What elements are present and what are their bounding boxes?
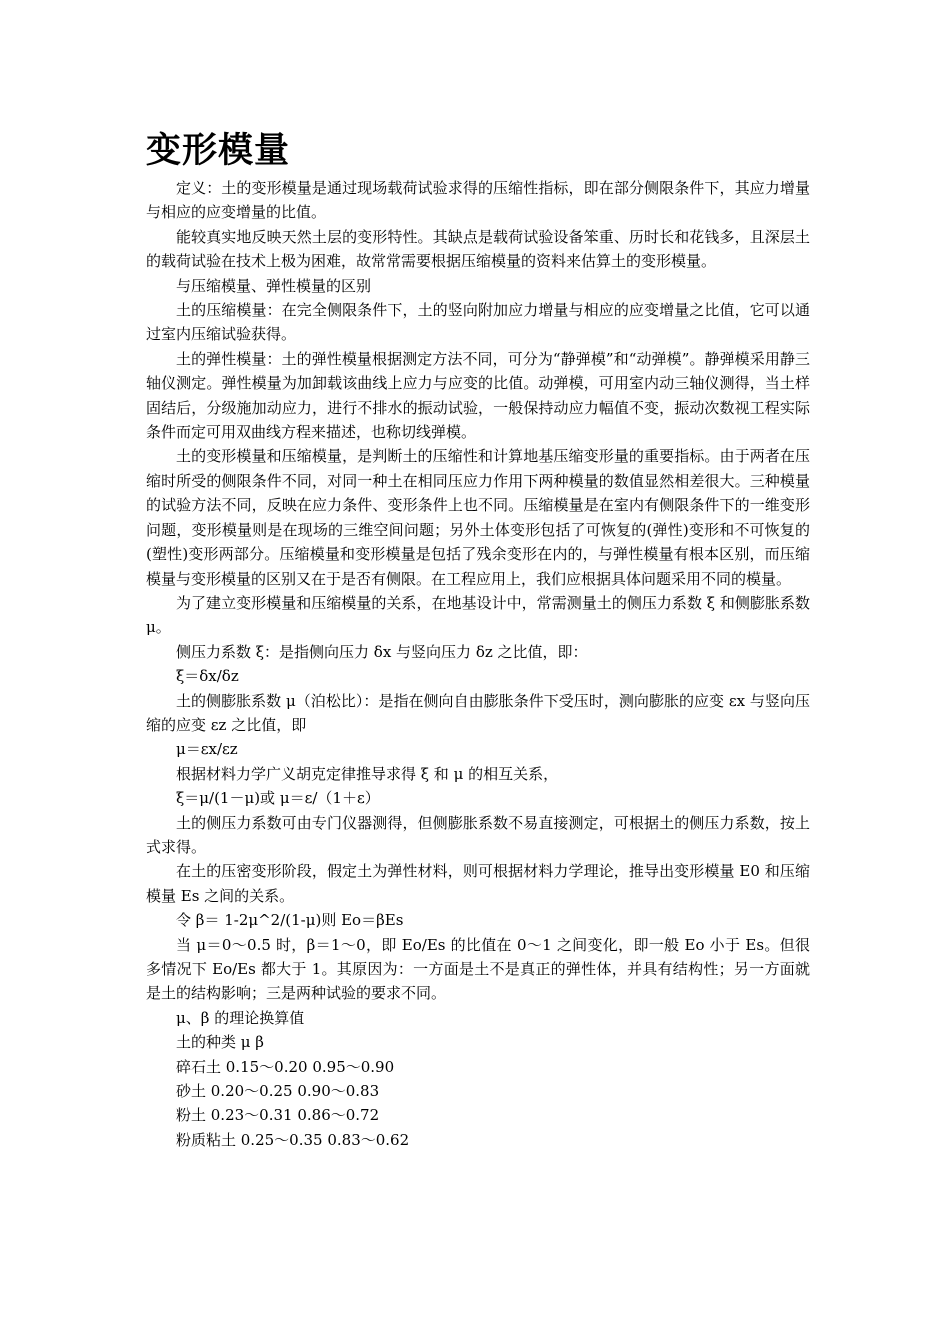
document-title: 变形模量 [146,131,291,171]
formula-xi-mu-relation: ξ＝μ/(1－μ)或 μ＝ε/（1＋ε） [176,789,380,808]
paragraph-comparison: 土的变形模量和压缩模量，是判断土的压缩性和计算地基压缩变形量的重要指标。由于两者在压缩时所受的侧限条件不同，对同一种土在相同压应力作用下两种模量的数值显然相差很大。三种模量的试验方法不同，反映在应力条件、变形条件上也不同。压缩模量是在室内有侧限条件下的一维变形问题，变形模量则是在现场的三维空间问题；另外土体变形包括了可恢复的(弹性)变形和不可恢复的(塑性)变形两部分。压缩模量和变形模量是包括了残余变形在内的，与弹性模量有根本区别，而压缩模量与变形模量的区别又在于是否有侧限。在工程应用上，我们应根据具体问题采用不同的模量。 [146,447,810,588]
paragraph-hooke-law: 根据材料力学广义胡克定律推导求得 ξ 和 μ 的相互关系， [176,764,559,783]
table-row-gravel: 碎石土 0.15～0.20 0.95～0.90 [176,1057,395,1076]
table-row-silt: 粉土 0.23～0.31 0.86～0.72 [176,1106,380,1125]
table-header-row: 土的种类 μ β [176,1033,264,1052]
paragraph-characteristics: 能较真实地反映天然土层的变形特性。其缺点是载荷试验设备笨重、历时长和花钱多，且深层土的载荷试验在技术上极为困难，故常常需要根据压缩模量的资料来估算土的变形模量。 [146,227,810,271]
paragraph-difference-heading: 与压缩模量、弹性模量的区别 [176,276,372,295]
paragraph-poisson-ratio: 土的侧膨胀系数 μ（泊松比）：是指在侧向自由膨胀条件下受压时，测向膨胀的应变 εx 与竖向压缩的应变 εz 之比值，即 [146,691,810,734]
paragraph-elastic-modulus: 土的弹性模量：土的弹性模量根据测定方法不同，可分为“静弹模”和“动弹模”。静弹模采用静三轴仪测定。弹性模量为加卸载该曲线上应力与应变的比值。动弹模，可用室内动三轴仪测得，当土样固结后，分级施加动应力，进行不排水的振动试验，一般保持动应力幅值不变，振动次数视工程实际条件而定可用双曲线方程来描述，也称切线弹模。 [146,349,810,442]
paragraph-ratio-explanation: 当 μ＝0～0.5 时，β＝1～0，即 Eo/Es 的比值在 0～1 之间变化，即一般 Eo 小于 Es。但很多情况下 Eo/Es 都大于 1。其原因为：一方面是土不是真正的弹性体，并具有结构性；另一方面就是土的结构影响；三是两种试验的要求不同。 [146,935,810,1003]
paragraph-definition: 定义：土的变形模量是通过现场载荷试验求得的压缩性指标，即在部分侧限条件下，其应力增量与相应的应变增量的比值。 [146,179,810,222]
paragraph-lateral-pressure-coefficient: 侧压力系数 ξ：是指侧向压力 δx 与竖向压力 δz 之比值，即： [176,642,588,661]
paragraph-compression-modulus: 土的压缩模量：在完全侧限条件下，土的竖向附加应力增量与相应的应变增量之比值，它可以通过室内压缩试验获得。 [146,301,810,344]
formula-mu: μ＝εx/εz [176,740,238,759]
document-page [146,128,810,1152]
table-row-sand: 砂土 0.20～0.25 0.90～0.83 [176,1082,380,1101]
formula-xi: ξ＝δx/δz [176,667,239,686]
table-caption: μ、β 的理论换算值 [176,1008,305,1027]
paragraph-relation-intro: 为了建立变形模量和压缩模量的关系，在地基设计中，常需测量土的侧压力系数 ξ 和侧膨胀系数 μ。 [146,593,810,637]
paragraph-elastic-assumption: 在土的压密变形阶段，假定土为弹性材料，则可根据材料力学理论，推导出变形模量 E0 和压缩模量 Es 之间的关系。 [146,862,810,905]
table-row-silty-clay: 粉质粘土 0.25～0.35 0.83～0.62 [176,1130,410,1149]
paragraph-measurement: 土的侧压力系数可由专门仪器测得，但侧膨胀系数不易直接测定，可根据土的侧压力系数，按上式求得。 [146,813,810,856]
formula-beta: 令 β＝ 1-2μ^2/(1-μ)则 Eo＝βEs [176,911,404,930]
